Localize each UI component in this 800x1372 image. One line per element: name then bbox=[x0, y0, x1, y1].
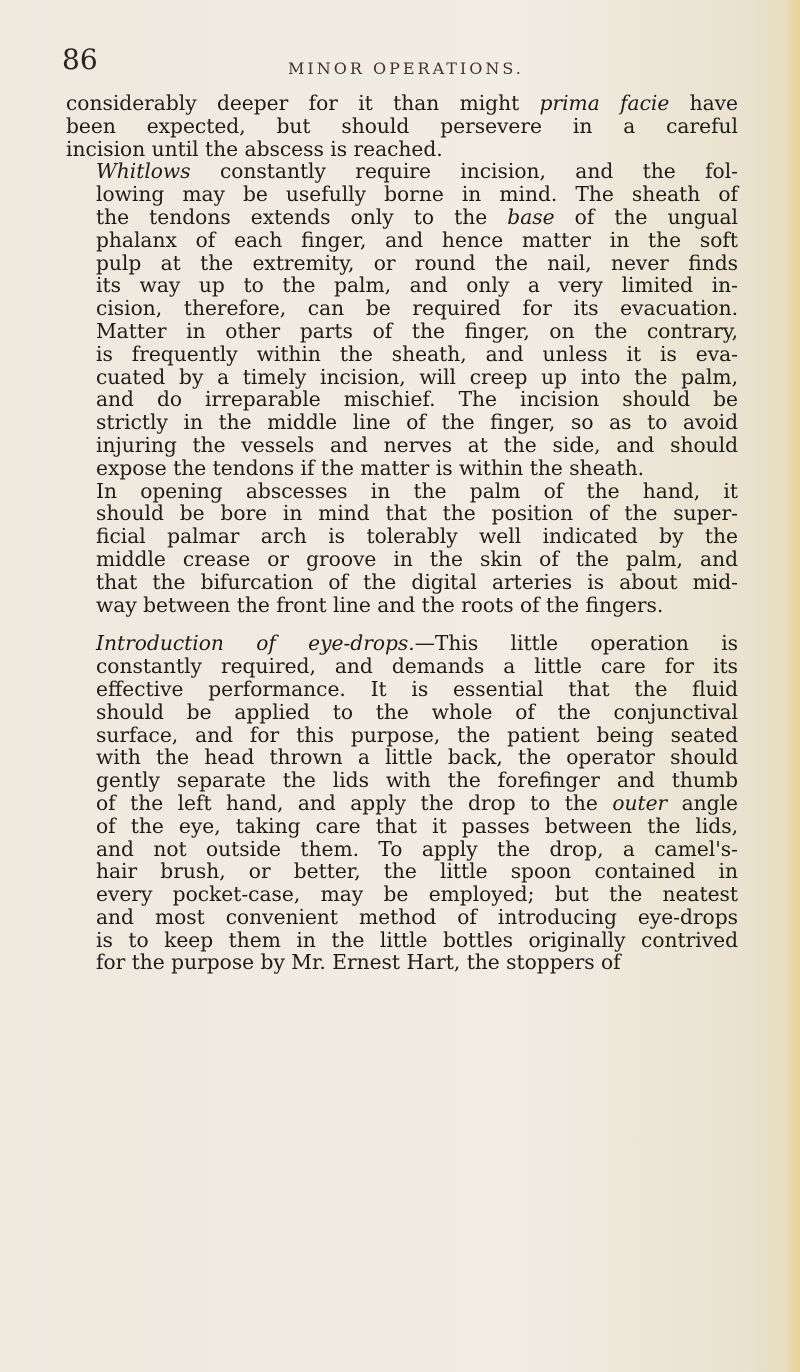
text-line: considerably deeper for it than might prima facie have bbox=[66, 91, 738, 115]
text-line: constantly required, and demands a little care for its bbox=[96, 654, 738, 679]
text-line: is to keep them in the little bottles originally contrived bbox=[96, 927, 738, 952]
paragraph-abscess-incision bbox=[66, 92, 738, 160]
paragraph-eye-drops bbox=[66, 632, 738, 974]
text-line: every pocket-case, may be employed; but the neatest bbox=[96, 882, 738, 907]
text-line: phalanx of each finger, and hence matter in the soft bbox=[96, 227, 738, 252]
text-line: the tendons extends only to the base of the ungual bbox=[96, 204, 738, 229]
text-line: expose the tendons if the matter is within the sheath. bbox=[96, 455, 645, 480]
text-line: and most convenient method of introducing eye-drops bbox=[96, 904, 738, 929]
paragraph-whitlows bbox=[66, 160, 738, 479]
text-line: been expected, but should persevere in a careful bbox=[66, 113, 738, 138]
page-edge bbox=[784, 0, 800, 1372]
page-header bbox=[62, 43, 742, 86]
text-line: Whitlows constantly require incision, and the fol- bbox=[96, 159, 738, 184]
running-head: MINOR OPERATIONS. bbox=[288, 59, 524, 78]
text-line: surface, and for this purpose, the patient being seated bbox=[96, 722, 738, 747]
text-line: ficial palmar arch is tolerably well indicated by the bbox=[96, 524, 738, 549]
text-line: cuated by a timely incision, will creep up into the palm, bbox=[96, 364, 738, 389]
text-line: and not outside them. To apply the drop, a camel's- bbox=[96, 836, 738, 861]
text-line: hair brush, or better, the little spoon contained in bbox=[96, 859, 738, 884]
text-line: with the head thrown a little back, the operator should bbox=[96, 745, 738, 770]
text-line: that the bifurcation of the digital arteries is about mid- bbox=[96, 569, 738, 594]
text-line: is frequently within the sheath, and unless it is eva- bbox=[96, 341, 738, 366]
text-line: injuring the vessels and nerves at the side, and should bbox=[96, 432, 738, 457]
text-line: incision until the abscess is reached. bbox=[66, 136, 443, 161]
text-line: pulp at the extremity, or round the nail, never finds bbox=[96, 250, 738, 275]
text-line: gently separate the lids with the forefinger and thumb bbox=[96, 768, 738, 793]
paragraph-palm-abscesses bbox=[66, 480, 738, 617]
text-line: should be bore in mind that the position of the super- bbox=[96, 501, 738, 526]
text-line: strictly in the middle line of the finger, so as to avoid bbox=[96, 410, 738, 435]
text-line: lowing may be usefully borne in mind. The sheath of bbox=[96, 182, 738, 207]
text-line: middle crease or groove in the skin of the palm, and bbox=[96, 546, 738, 571]
text-line: should be applied to the whole of the conjunctival bbox=[96, 699, 738, 724]
text-line: its way up to the palm, and only a very limited in- bbox=[96, 273, 738, 298]
text-line: of the eye, taking care that it passes between the lids, bbox=[96, 813, 738, 838]
text-line: way between the front line and the roots of the fingers. bbox=[96, 592, 664, 617]
text-line: effective performance. It is essential that the fluid bbox=[96, 676, 738, 701]
text-line: cision, therefore, can be required for its evacuation. bbox=[96, 296, 738, 321]
page-number: 86 bbox=[62, 43, 98, 76]
text-line: In opening abscesses in the palm of the hand, it bbox=[96, 478, 738, 503]
text-line: and do irreparable mischief. The incision should be bbox=[96, 387, 738, 412]
text-line: of the left hand, and apply the drop to the outer angle bbox=[96, 790, 739, 815]
body-text bbox=[66, 92, 738, 974]
text-line: Introduction of eye-drops.—This little operation is bbox=[96, 631, 739, 656]
text-line: for the purpose by Mr. Ernest Hart, the stoppers of bbox=[96, 950, 621, 975]
text-line: Matter in other parts of the finger, on the contrary, bbox=[96, 318, 738, 343]
paragraph-gap bbox=[66, 616, 738, 632]
